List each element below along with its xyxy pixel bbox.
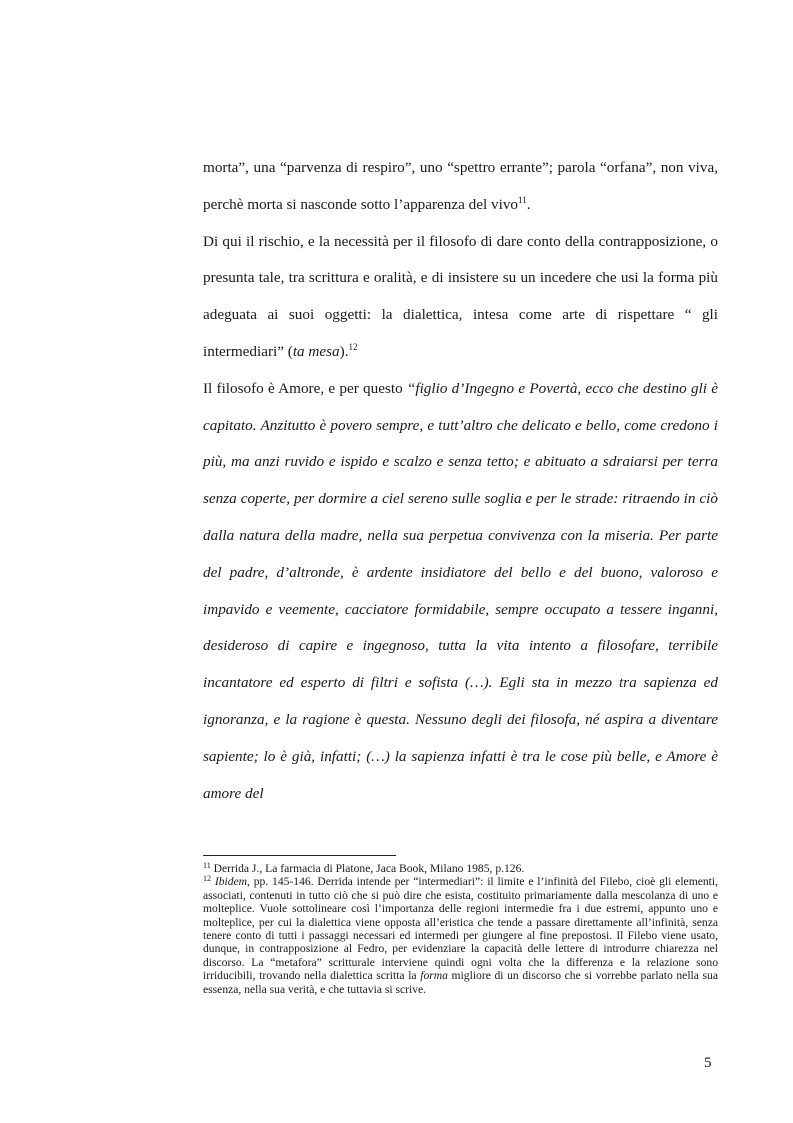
paragraph-2 bbox=[203, 224, 718, 371]
paragraph-text: Di qui il rischio, e la necessità per il filosofo di dare conto della contrapposizione, o presunta tale, tra scrittura e oralità, e di insistere su un incedere che usi la forma più adeguata ai suoi oggetti: la dialettica, intesa come arte di rispettare “ gli intermediari” ( bbox=[203, 232, 718, 360]
footnote-text: , pp. 145-146. Derrida intende per “intermediari”: il limite e l’infinità del Filebo, cioè gli elementi, associati, contenuti in tutto ciò che si può dire che esista, costituito primariamente dalla mescolanza di uno e molteplice. Vuole sottolineare così l’importanza delle regioni intermedie fra i due estremi, appunto uno e molteplice, per cui la dialettica viene opposta all’eristica che tende a passare direttamente all’infinità, senza tenere conto di tutti i passaggi necessari ed intermedi per giungere al fine prepostosi. Il Filebo viene usato, dunque, in contrapposizione al Fedro, per evidenziare la capacità delle lettere di introdurre chiarezza nel discorso. La “metafora” scritturale interviene quindi ogni volta che la differenza e la relazione sono irriducibili, trovando nella dialettica scritta la bbox=[203, 875, 718, 983]
paragraph-text: Il filosofo è Amore, e per questo bbox=[203, 379, 407, 397]
footnote-italic: forma bbox=[420, 969, 448, 983]
footnote-number: 11 bbox=[203, 861, 211, 870]
body-text bbox=[203, 150, 718, 812]
footnote-text: migliore di un discorso che si vorrebbe parlato nella sua essenza, nella sua verità, e che tuttavia si scrive. bbox=[203, 969, 718, 996]
paragraph-text: . bbox=[526, 195, 531, 213]
footnote-italic: Ibidem bbox=[214, 875, 248, 889]
footnote-text: Derrida J., La farmacia di Platone, Jaca Book, Milano 1985, p.126. bbox=[213, 862, 525, 875]
page-number: 5 bbox=[704, 1055, 712, 1071]
italic-term: ta mesa bbox=[292, 342, 340, 360]
paragraph-text: ). bbox=[339, 342, 349, 360]
quotation: “figlio d’Ingegno e Povertà, ecco che destino gli è capitato. Anzitutto è povero sempre, e tutt’altro che delicato e bello, come credono i più, ma anzi ruvido e ispido e scalzo e senza tetto; e abituato a sdraiarsi per terra senza coperte, per dormire a ciel sereno sulle soglia e per le strade: ritraendo in ciò dalla natura della madre, nella sua perpetua convivenza con la miseria. Per parte del padre, d’altronde, è ardente insidiatore del bello e del buono, valoroso e impavido e veemente, cacciatore formidabile, sempre occupato a tessere inganni, desideroso di capire e ingegnoso, tutta la vita intento a filosofare, terribile incantatore ed esperto di filtri e sofista (…). Egli sta in mezzo tra sapienza ed ignoranza, e la ragione è questa. Nessuno degli dei filosofa, né aspira a diventare sapiente; lo è già, infatti; (…) la sapienza infatti è tra le cose più belle, e Amore è amore del bbox=[203, 379, 718, 802]
footnote-separator bbox=[203, 855, 396, 856]
paragraph-text: morta”, una “parvenza di respiro”, uno “spettro errante”; parola “orfana”, non viva, perchè morta si nasconde sotto l’apparenza del vivo bbox=[203, 159, 718, 213]
paragraph-3 bbox=[203, 371, 718, 813]
footnote-12 bbox=[203, 875, 718, 996]
footnote-number: 12 bbox=[203, 874, 211, 884]
footnotes bbox=[203, 862, 718, 996]
footnote-11 bbox=[203, 862, 718, 875]
paragraph-1 bbox=[203, 150, 718, 224]
footnote-ref-12[interactable]: 12 bbox=[348, 341, 358, 352]
footnote-ref-11[interactable]: 11 bbox=[518, 194, 527, 205]
